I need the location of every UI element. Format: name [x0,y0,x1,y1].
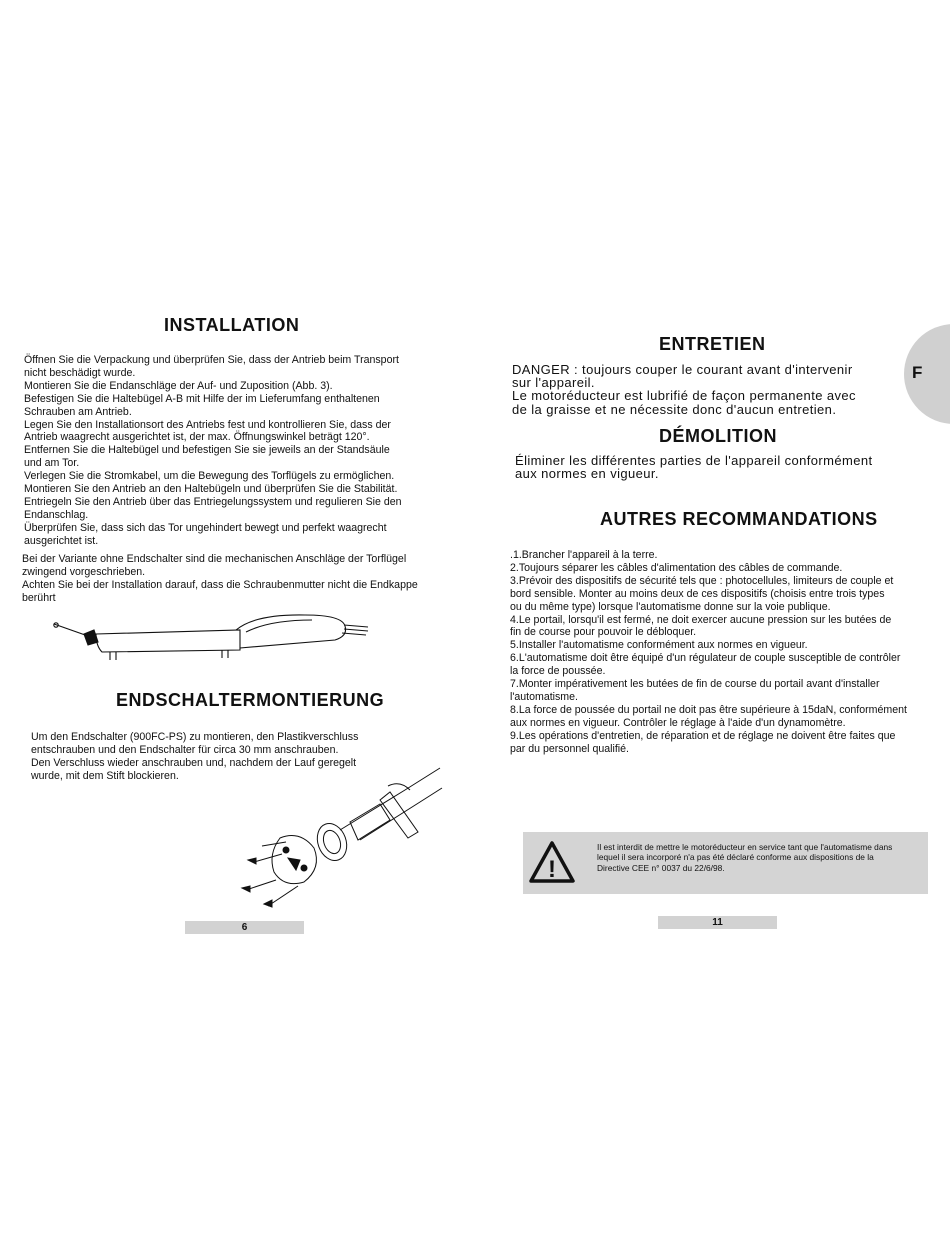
list-item: l'automatisme. [510,690,578,703]
list-item: 6.L'automatisme doit être équipé d'un régulateur de couple susceptible de contrôler [510,652,901,665]
text-line: Achten Sie bei der Installation darauf, dass die Schraubenmutter nicht die Endkappe [22,578,418,591]
text-line: berührt [22,591,56,604]
list-item: 8.La force de poussée du portail ne doit pas être supérieure à 15daN, conformément [510,703,907,716]
gate-motor-illustration [50,612,380,664]
text-line: zwingend vorgeschrieben. [22,565,146,578]
text-line: sur l'appareil. [512,375,595,391]
text-line: Éliminer les différentes parties de l'appareil conformément [515,453,873,468]
text-line: Montieren Sie die Endanschläge der Auf- und Zuposition (Abb. 3). [24,379,333,392]
warning-box [523,832,928,894]
text-line: Befestigen Sie die Haltebügel A-B mit Hilfe der im Lieferumfang enthaltenen [24,392,380,405]
text-line: Schrauben am Antrieb. [24,405,132,418]
text-line: Montieren Sie den Antrieb an den Haltebügeln und überprüfen Sie die Stabilität. [24,483,398,496]
demolition-text [515,454,873,480]
page-number-left: 6 [185,921,304,934]
text-line: ausgerichtet ist. [24,534,99,547]
list-item: 7.Monter impérativement les butées de fin de course du portail avant d'installer [510,678,880,691]
installation-note [22,553,418,605]
text-line: DANGER : toujours couper le courant avant d'intervenir [512,362,853,377]
text-line: entschrauben und den Endschalter für circa 30 mm anschrauben. [31,743,339,756]
text-line: Endanschlag. [24,508,89,521]
language-tab-letter: F [912,363,923,382]
list-item: la force de poussée. [510,665,606,678]
text-line: Entfernen Sie die Haltebügel und befestigen Sie sie jeweils an der Standsäule [24,444,390,457]
text-line: aux normes en vigueur. [515,466,659,482]
text-line: Überprüfen Sie, dass sich das Tor ungehindert bewegt und perfekt waagrecht [24,521,387,534]
text-line: Le motoréducteur est lubrifié de façon permanente avec [512,388,856,404]
text-line: Um den Endschalter (900FC-PS) zu montieren, den Plastikverschluss [31,731,359,743]
limit-switch-illustration [240,762,445,910]
text-line: nicht beschädigt wurde. [24,366,136,379]
autres-title: AUTRES RECOMMANDATIONS [600,509,878,529]
language-tab [904,324,950,424]
list-item: par du personnel qualifié. [510,742,629,755]
text-line: und am Tor. [24,457,80,470]
page-number-right: 11 [658,916,777,929]
entretien-title: ENTRETIEN [659,334,766,354]
text-line: Bei der Variante ohne Endschalter sind die mechanischen Anschläge der Torflügel [22,553,407,565]
entretien-text [512,363,856,416]
warning-symbol: ! [548,856,556,883]
text-line: Verlegen Sie die Stromkabel, um die Bewegung des Torflügels zu ermöglichen. [24,470,395,483]
autres-list [510,549,907,756]
list-item: bord sensible. Monter au moins deux de ces dispositifs (choisis entre trois types [510,587,885,600]
text-line: wurde, mit dem Stift blockieren. [31,769,179,782]
text-line: de la graisse et ne nécessite donc d'aucun entretien. [512,401,837,417]
installation-title: INSTALLATION [164,315,300,335]
installation-text [24,354,402,548]
list-item: ou du même type) lorsque l'automatisme donne sur la voie publique. [510,600,831,613]
text-line: Antrieb waagrecht ausgerichtet ist, der max. Öffnungswinkel beträgt 120°. [24,431,370,444]
list-item: 5.Installer l'automatisme conformément aux normes en vigueur. [510,639,808,652]
warning-triangle-icon [528,840,576,884]
list-item: .1.Brancher l'appareil à la terre. [510,549,658,561]
warning-text [597,842,892,873]
text-line: lequel il sera incorporé n'a pas été déclaré conforme aux dispositions de la [597,852,874,863]
text-line: Il est interdit de mettre le motoréducteur en service tant que l'automatisme dans [597,842,893,852]
text-line: Entriegeln Sie den Antrieb über das Entriegelungssystem und regulieren Sie den [24,495,402,508]
list-item: fin de course pour pouvoir le débloquer. [510,626,697,639]
list-item: aux normes en vigueur. Contrôler le réglage à l'aide d'un dynamomètre. [510,716,846,729]
text-line: Directive CEE n° 0037 du 22/6/98. [597,862,725,873]
list-item: 3.Prévoir des dispositifs de sécurité tels que : photocellules, limiteurs de couple et [510,574,894,587]
text-line: Öffnen Sie die Verpackung und überprüfen Sie, dass der Antrieb beim Transport [24,354,399,366]
demolition-title: DÉMOLITION [659,426,777,446]
list-item: 9.Les opérations d'entretien, de réparation et de réglage ne doivent être faites que [510,729,896,742]
list-item: 2.Toujours séparer les câbles d'alimentation des câbles de commande. [510,561,843,574]
text-line: Legen Sie den Installationsort des Antriebs fest und kontrollieren Sie, dass der [24,418,391,431]
text-line: Den Verschluss wieder anschrauben und, nachdem der Lauf geregelt [31,756,357,769]
list-item: 4.Le portail, lorsqu'il est fermé, ne doit exercer aucune pression sur les butées de [510,613,892,626]
endschalter-title: ENDSCHALTERMONTIERUNG [116,690,385,710]
